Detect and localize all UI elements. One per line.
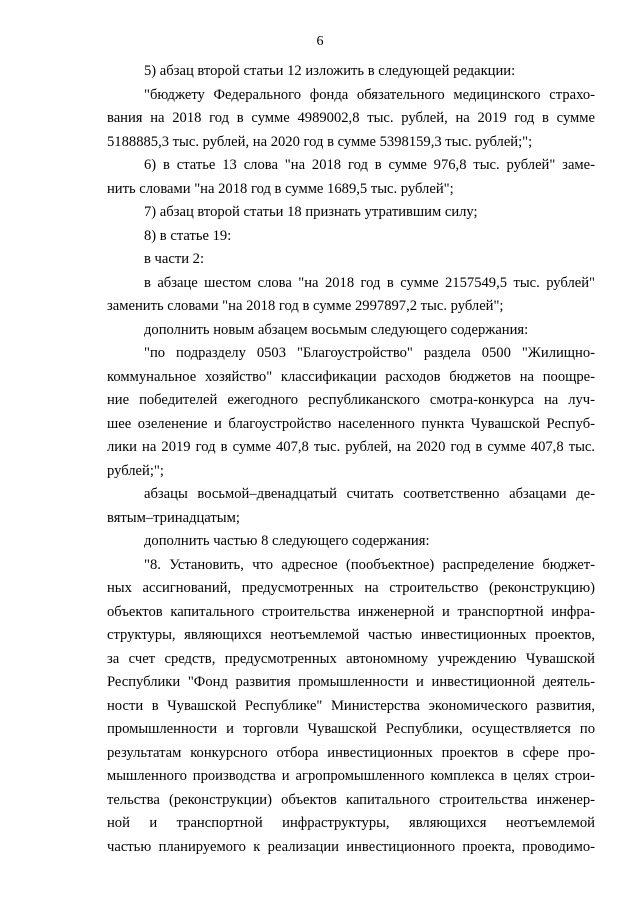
text-line: в абзаце шестом слова "на 2018 год в сумме 2157549,5 тыс. рублей"	[144, 274, 595, 291]
text-line: 6) в статье 13 слова "на 2018 год в сумме 976,8 тыс. рублей" заме-	[144, 157, 595, 173]
text-line: коммунальное хозяйство" классификации расходов бюджетов на поощре-	[107, 368, 595, 385]
text-line: 5) абзац второй статьи 12 изложить в следующей редакции:	[144, 63, 516, 79]
text-line: промышленности и торговли Чувашской Республики, осуществляется по	[107, 721, 595, 737]
text-line: шее озеленение и благоустройство населенного пункта Чувашской Респуб-	[107, 415, 595, 432]
text-line: ной и транспортной инфраструктуры, являющихся неотъемлемой	[107, 815, 595, 831]
text-line: ности в Чувашской Республике" Министерства экономического развития,	[107, 697, 595, 714]
text-line: нить словами "на 2018 год в сумме 1689,5 тыс. рублей";	[107, 180, 454, 197]
text-line: абзацы восьмой–двенадцатый считать соответственно абзацами де-	[144, 486, 595, 502]
text-line: "бюджету Федерального фонда обязательного медицинского страхо-	[144, 86, 595, 103]
text-line: 5188885,3 тыс. рублей, на 2020 год в сумме 5398159,3 тыс. рублей;";	[107, 133, 533, 150]
text-line: вания на 2018 год в сумме 4989002,8 тыс. рублей, на 2019 год в сумме	[107, 110, 595, 126]
text-line: 7) абзац второй статьи 18 признать утратившим силу;	[144, 204, 478, 220]
text-line: за счет средств, предусмотренных автономному учреждению Чувашской	[107, 650, 595, 667]
text-line: Республики "Фонд развития промышленности и инвестиционной деятель-	[107, 674, 595, 690]
text-line: объектов капитального строительства инженерной и транспортной инфра-	[107, 603, 595, 620]
text-line: дополнить новым абзацем восьмым следующего содержания:	[144, 321, 529, 338]
text-line: ние победителей ежегодного республиканского смотра-конкурса на луч-	[107, 392, 595, 408]
text-line: 8) в статье 19:	[144, 227, 232, 244]
text-line: рублей;";	[107, 462, 164, 479]
page-number: 6	[316, 34, 324, 49]
text-line: дополнить частью 8 следующего содержания:	[144, 533, 430, 549]
text-line: "8. Установить, что адресное (пообъектное) распределение бюджет-	[144, 556, 595, 573]
text-line: структуры, являющихся неотъемлемой частью инвестиционных проектов,	[107, 627, 595, 643]
text-line: вятым–тринадцатым;	[107, 509, 240, 526]
text-line: результатам конкурсного отбора инвестиционных проектов в сфере про-	[107, 744, 595, 761]
text-line: в части 2:	[144, 251, 205, 267]
text-line: тельства (реконструкции) объектов капитального строительства инженер-	[107, 791, 595, 808]
text-line: заменить словами "на 2018 год в сумме 2997897,2 тыс. рублей";	[107, 298, 504, 314]
document-body	[107, 60, 595, 859]
text-line: мышленного производства и агропромышленного комплекса в целях строи-	[107, 768, 595, 784]
text-line: ных ассигнований, предусмотренных на строительство (реконструкцию)	[107, 580, 595, 596]
text-line: лики на 2019 год в сумме 407,8 тыс. рублей, на 2020 год в сумме 407,8 тыс.	[107, 439, 595, 455]
text-line: "по подразделу 0503 "Благоустройство" раздела 0500 "Жилищно-	[144, 345, 595, 361]
text-line: частью планируемого к реализации инвестиционного проекта, проводимо-	[107, 838, 595, 855]
